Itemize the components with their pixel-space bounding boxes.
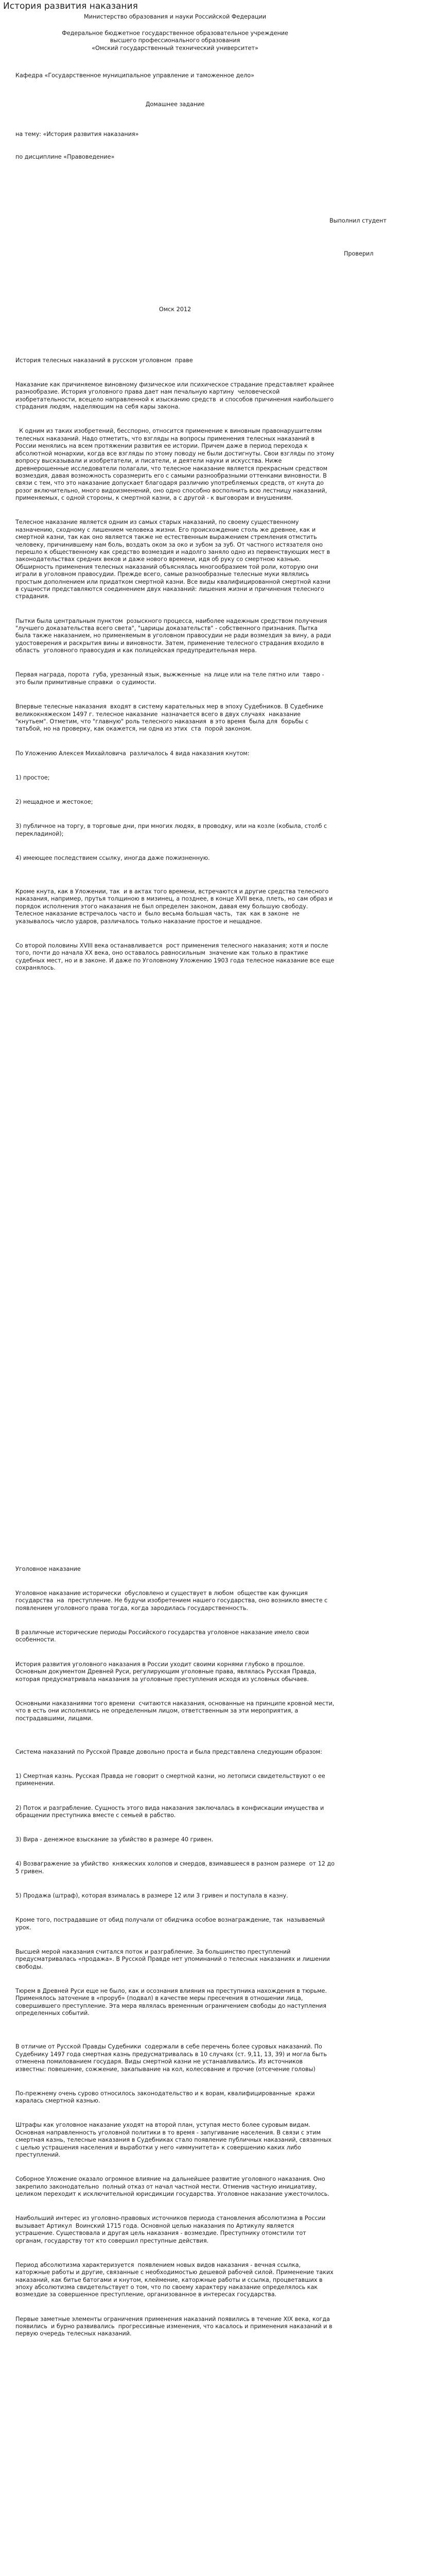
list-item: 4) имеющее последствием ссылку, иногда даже пожизненную. <box>15 854 210 861</box>
paragraph: Пытки была центральным пунктом розыскного процесса, наиболее надежным средством получения "лучшего доказательства всего света", "царицы доказательств" - собственного признания. Пытка была также наказанием, но применяемым в уголовном правосудии не ради возмездия за вину, а ради удостоверения и раскрытия вины и виновности. Затем, применение телесного страдания входило в область уголовного правосудия и как полицейская предупредительная мера. <box>15 617 333 654</box>
paragraph: Первые заметные элементы ограничения применения наказаний появились в течение XIX века, когда появились и бурно развивались прогрессивные изменения, что касалось и применения наказаний и в первую очередь телесных наказаний. <box>15 2315 335 2337</box>
paragraph: Тюрем в Древней Руси еще не было, как и осознания влияния на преступника нахождения в тюрьме. Применялось заточение в «проруб» (подвал) в качестве меры пресечения в отношении лица, совершившего преступление. Эта мера являлась временным ограничением свободы до наступления определенных событий. <box>15 1987 329 2017</box>
done-by-label: Выполнил студент <box>329 217 387 224</box>
paragraph: Телесное наказание является одним из самых старых наказаний, по своему существенному назначению, сходному с лишением человека жизни. Его происхождение столь же древнее, как и смертной казни, так как оно является также не естественным выражением стремления отмстить человеку, причинившему нам боль, воздать оком за око и зубом за зуб. От частного истязателя оно перешло к общественному как средство возмездия и надолго заняло одно из первенствующих мест в законодательствах средних веков и даже нового времени, идя об руку со смертною казнью. Обширность применения телесных наказаний объяснялась многообразием той роли, которую они играли в уголовном правосудии. Прежде всего, самые разнообразные телесные муки являлись простым дополнением или придатком смертной казни. Все виды квалифицированной смертной казни в сущности представляются соединением двух наказаний: лишения жизни и причинения телесного страдания. <box>15 519 333 600</box>
section-title: История телесных наказаний в русском уголовном праве <box>15 357 193 364</box>
paragraph: В различные исторические периоды Российского государства уголовное наказание имело свои особенности. <box>15 1629 311 1643</box>
paragraph: Высшей мерой наказания считался поток и разграбление. За большинство преступлений предусматривалась «продажа». В Русской Правде нет упоминаний о телесных наказаниях и лишении свободы. <box>15 1948 332 1970</box>
university-line: «Омский государственный технический университет» <box>92 44 258 52</box>
section-history-corporal <box>15 342 335 987</box>
list-item: 5) Продажа (штраф), которая взималась в размере 12 или 3 гривен и поступала в казну. <box>15 1892 288 1900</box>
list-item: 4) Возвагражение за убийство княжеских холопов и смердов, взимавшееся в разном размере от 12 до 5 гривен. <box>15 1860 337 1875</box>
paragraph: Система наказаний по Русской Правде довольно проста и была представлена следующим образом: <box>15 1748 322 1755</box>
paragraph: Период абсолютизма характеризуется появлением новых видов наказания - вечная ссылка, каторжные работы и другие, связанные с необходимостью дешевой рабочей силой. Применение таких наказаний, как битье батогами и кнутом, клеймение, каторжные работы и ссылка, процветавших в эпоху абсолютизма свидетельствует о том, что по своему характеру наказание определялось как возмездие за совершенное преступление, организованное в интересах государства. <box>15 2261 336 2298</box>
paragraph: Кроме кнута, как в Уложении, так и в актах того времени, встречаются и другие средства телесного наказания, например, прутья толщиною в мизинец, а позднее, в конце XVII века, плеть, но сам образ и порядок исполнения этого наказания не был определен законом, давая ему большую свободу. Телесное наказание встречалось часто и было весьма большая часть, так как в законе не указывалось число ударов, различалось только наказание простое и нещадное. <box>15 888 335 925</box>
section-criminal-punishment <box>15 1551 335 2353</box>
discipline-line: по дисциплине «Правоведение» <box>15 154 115 160</box>
assignment-title: Домашнее задание <box>145 101 205 108</box>
department-line: Кафедра «Государственное муниципальное управление и таможенное дело» <box>15 72 254 79</box>
paragraph: Наибольший интерес из уголовно-правовых источников периода становления абсолютизма в России вызывает Артикул Воинский 1715 года. Основной целью наказания по Артикулу является устрашение. Существовала и другая цель наказания - возмездие. Преступнику отомстили тот органам, государству тот кто совершил преступные действия. <box>15 2215 327 2244</box>
paragraph: Соборное Уложение оказало огромное влияние на дальнейшее развитие уголовного наказания. Оно закрепило законодательно полный отказ от начал частной мести. Отменив частную инициативу, целиком переходит к исключительной юрисдикции государства. Уголовное наказание ужесточилось. <box>15 2176 329 2198</box>
paragraph: Основными наказаниями того времени считаются наказания, основанные на принципе кровной мести, что в есть они исполнялись не определенным лицом, ответственным за эти мероприятия, а пострадавшими, лицами. <box>15 1700 336 1722</box>
list-item: 3) Вира - денежное взыскание за убийство в размере 40 гривен. <box>15 1836 214 1843</box>
paragraph: В отличие от Русской Правды Судебники содержали в себе перечень более суровых наказаний. По Судебнику 1497 года смертная казнь предусматривалась в 10 случаях (ст. 9,11, 13, 39) и могла быть отменена помилованием государя. Виды смертной казни не устанавливались. Из источников известны: повешение, сожжение, закапывание на кол, колесование и прочие (отсечение головы) <box>15 2043 329 2073</box>
list-item: 2) Поток и разграбление. Сущность этого вида наказания заключалась в конфискации имущества и обращении преступника вместе с семьей в рабство. <box>15 1804 326 1819</box>
paragraph: К одним из таких изобретений, бесспорно, относится применение к виновным правонарушителям телесных наказаний. Надо отметить, что взгляды на вопросы применения телесных наказаний в России менялись на всем протяжении развития ее истории. Причем даже в период перехода к абсолютной монархии, когда все взгляды по этому поводу не были достигнуты. Свои взгляды по этому вопросу высказывали и изобретатели, и писатели, и деятели науки и искусства. Ниже древнерошенные исследователи полагали, что телесное наказание является прекрасным средством возмездия, давая возможность соразмерить его с самыми разнообразными оттенками виновности. В связи с тем, что это наказание допускает благодаря различию употребляемых средств, от кнута до розог включительно, много видоизменений, оно одно способно восполнить всю лестницу наказаний, применяемых, с одной стороны, к смертной казни, а с другой - к выговорам и внушениям. <box>15 428 336 502</box>
city-year: Омск 2012 <box>159 306 191 313</box>
topic-line: на тему: «История развития наказания» <box>15 131 139 138</box>
paragraph: Наказание как причиняемое виновному физическое или психическое страдание представляет крайнее разнообразие. История уголовного права дает нам печальную картину человеческой изобретательности, всецело направленной к изысканию средств и способов причинения наибольшего страдания людям, наделяющим на себя кары закона. <box>15 381 336 411</box>
list-item: 1) Смертная казнь. Русская Правда не говорит о смертной казни, но летописи свидетельствуют о ее применении. <box>15 1772 327 1787</box>
paragraph: Со второй половины XVIII века останавливается рост применения телесного наказания; хотя и после того, почти до начала XX века, оно оставалось равносильным значение как только в практике судебных мест, но и в законе. И даже по Уголовному Уложению 1903 года телесное наказание все еще сохранялось. <box>15 942 336 972</box>
page-title: История развития наказания <box>3 1 138 11</box>
checked-by-label: Проверил <box>344 250 374 257</box>
list-item: 2) нещадное и жестокое; <box>15 798 93 805</box>
university-line: Федеральное бюджетное государственное образовательное учреждение <box>62 30 288 37</box>
paragraph: История развития уголовного наказания в России уходит своими корнями глубоко в прошлое. Основным документом Древней Руси, регулирующим уголовные права, являлась Русская Правда, которая предусматривала наказания за уголовные преступления исходя из условных обычаев. <box>15 1660 319 1683</box>
paragraph: Штрафы как уголовное наказание уходят на второй план, уступая место более суровым видам. Основная направленность уголовной политики в то время - запугивание населения. В связи с этим смертная казнь, телесные наказания в Судебниках стало появление публичных наказаний, связанных с целью устрашения населения и выработки у него «иммунитета» к совершению каких либо преступлений. <box>15 2122 334 2159</box>
paragraph: Уголовное наказание исторически обусловлено и существует в любом обществе как функция государства на преступление. Не будучи изобретением нашего государства, оно возникло вместе с появлением уголовного права тогда, когда зародилась государственность. <box>15 1590 329 1612</box>
ministry-line: Министерство образования и науки Российской Федерации <box>83 13 267 20</box>
paragraph: По Уложению Алексея Михайловича различалось 4 вида наказания кнутом: <box>15 750 250 757</box>
university-block <box>15 30 335 52</box>
paragraph: Первая награда, порота губа, урезанный язык, выжженные на лице или на теле пятно или тавро - это были примитивные справки о судимости. <box>15 671 326 686</box>
list-item: 1) простое; <box>15 774 50 781</box>
paragraph: Кроме того, пострадавшие от обид получали от обидчика особое вознаграждение, так называемый урок. <box>15 1917 327 1931</box>
paragraph: По-прежнему очень сурово относилось законодательство и к ворам, квалифицированные кражи каралась смертной казнью. <box>15 2090 319 2105</box>
section-title: Уголовное наказание <box>15 1565 81 1572</box>
paragraph: Впервые телесные наказания входят в систему карательных мер в эпоху Судебников. В Судебнике великокняжеском 1497 г. телесное наказание назначается всего в двух случаях наказание "кнутьем". Отметим, что "главную" роль телесного наказания в это время была для борьбы с татьбой, но на проверку, как окажется, ни одна из этих ста порой законом. <box>15 703 327 733</box>
university-line: высшего профессионального образования <box>110 37 240 44</box>
list-item: 3) публичное на торгу, в торговые дни, при многих людях, в проводку, или на козле (кобыла, столб с перекладиной); <box>15 823 329 837</box>
